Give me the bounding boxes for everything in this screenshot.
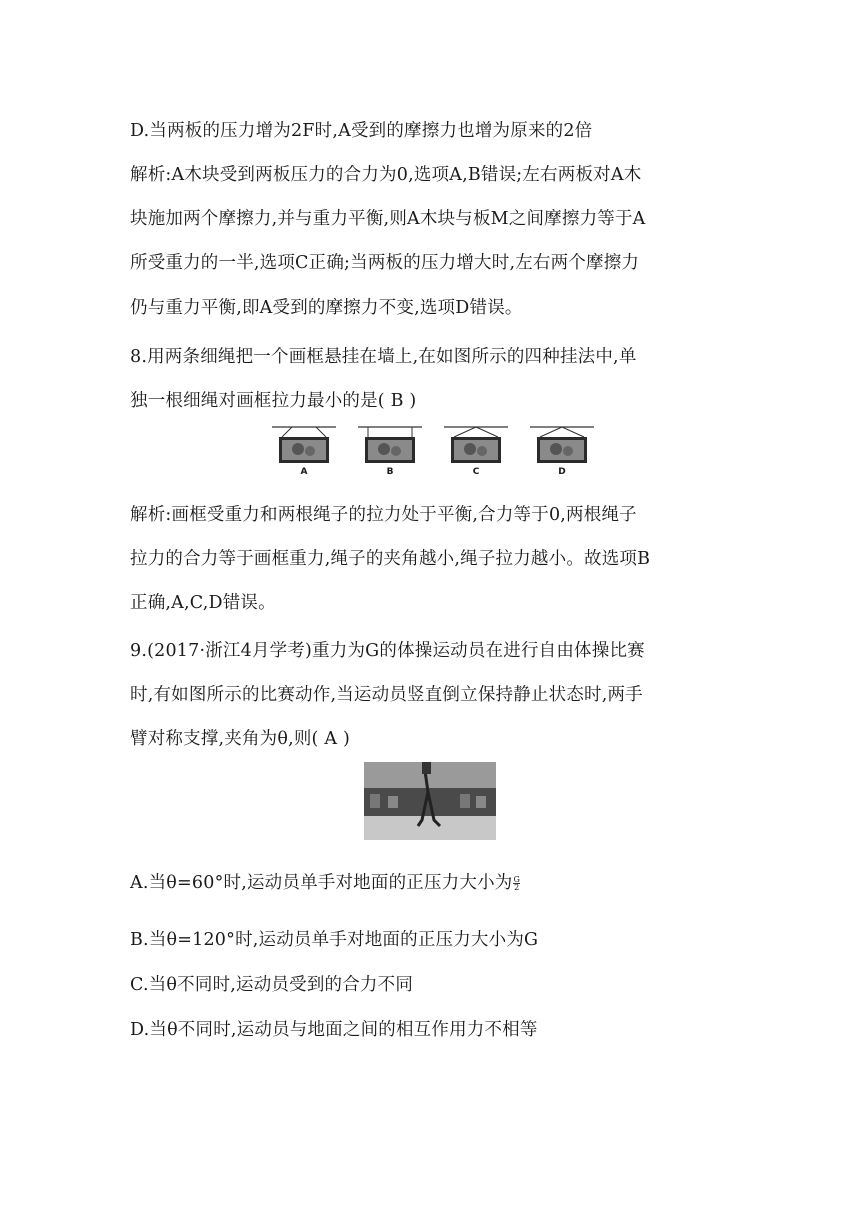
line-1: D.当两板的压力增为2F时,A受到的摩擦力也增为原来的2倍 <box>130 121 593 141</box>
frame-option-a <box>272 425 336 479</box>
line-2: 解析:A木块受到两板压力的合力为0,选项A,B错误;左右两板对A木 <box>130 165 642 185</box>
frame-label: C <box>472 467 480 477</box>
line-10: 正确,A,C,D错误。 <box>130 593 276 613</box>
frame-option-d <box>530 425 594 479</box>
line-6: 8.用两条细绳把一个画框悬挂在墙上,在如图所示的四种挂法中,单 <box>130 347 637 367</box>
fraction-numerator: G <box>513 875 521 884</box>
option-a <box>130 869 520 894</box>
line-12: 时,有如图所示的比赛动作,当运动员竖直倒立保持静止状态时,两手 <box>130 685 643 705</box>
line-9: 拉力的合力等于画框重力,绳子的夹角越小,绳子拉力越小。故选项B <box>130 549 651 569</box>
line-8: 解析:画框受重力和两根绳子的拉力处于平衡,合力等于0,两根绳子 <box>130 505 637 525</box>
line-5: 仍与重力平衡,即A受到的摩擦力不变,选项D错误。 <box>130 298 523 318</box>
picture-frames-figure <box>272 425 594 479</box>
frame-label: A <box>300 467 308 477</box>
line-11: 9.(2017·浙江4月学考)重力为G的体操运动员在进行自由体操比赛 <box>130 641 645 661</box>
fraction-g-over-2 <box>513 876 520 891</box>
fraction-denominator: 2 <box>514 883 520 892</box>
gymnast-photo <box>364 762 496 840</box>
frame-label: B <box>386 467 394 477</box>
line-4: 所受重力的一半,选项C正确;当两板的压力增大时,左右两个摩擦力 <box>130 253 640 273</box>
line-3: 块施加两个摩擦力,并与重力平衡,则A木块与板M之间摩擦力等于A <box>130 209 646 229</box>
option-d: D.当θ不同时,运动员与地面之间的相互作用力不相等 <box>130 1020 538 1040</box>
line-13: 臂对称支撑,夹角为θ,则( A ) <box>130 729 350 749</box>
frame-option-c <box>444 425 508 479</box>
line-7: 独一根细绳对画框拉力最小的是( B ) <box>130 391 417 411</box>
option-a-text: A.当θ=60°时,运动员单手对地面的正压力大小为 <box>130 873 513 893</box>
option-b: B.当θ=120°时,运动员单手对地面的正压力大小为G <box>130 930 539 950</box>
frame-option-b <box>358 425 422 479</box>
frame-label: D <box>558 467 566 477</box>
option-c: C.当θ不同时,运动员受到的合力不同 <box>130 975 414 995</box>
